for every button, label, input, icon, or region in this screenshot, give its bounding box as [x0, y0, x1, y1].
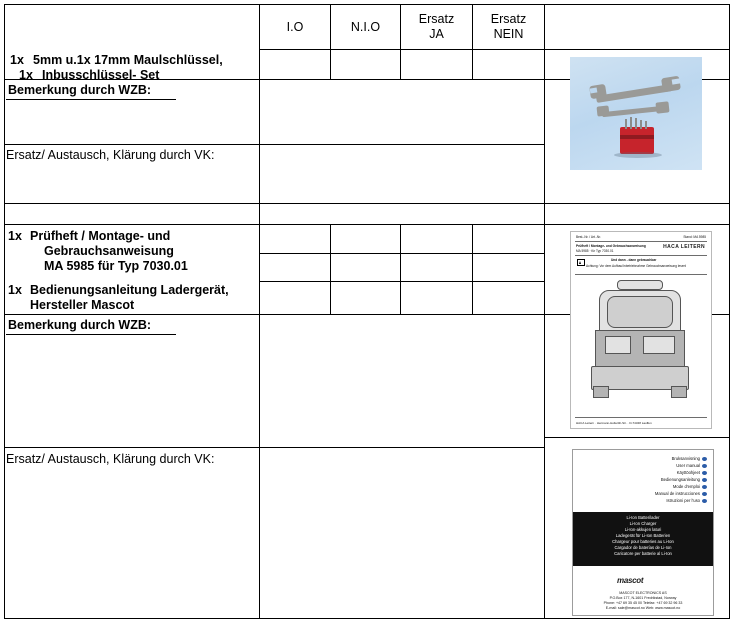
- b2-cell-ersatz-nein-row3[interactable]: [473, 282, 544, 314]
- b1-item-1-qty-label: 1x: [10, 53, 24, 67]
- b1-item-2-text-label: Inbusschlüssel- Set: [42, 68, 160, 82]
- b1-replacement-value[interactable]: [8, 166, 528, 200]
- lang-label-4: Mode d'emploi: [672, 484, 700, 489]
- b2-item-1-line3-label: MA 5985 für Typ 7030.01: [44, 259, 188, 273]
- b1-item-2-text: [42, 68, 159, 83]
- manual-cover-rule-3: [575, 274, 707, 275]
- b1-replacement-label: [6, 148, 214, 163]
- b1-item-2-qty: [19, 68, 33, 83]
- header-col-ersatz-nein: [473, 5, 544, 49]
- banner-line-1: Li-Ion Charger: [629, 521, 657, 526]
- machine-panel: [605, 336, 631, 354]
- machine-foot-right: [671, 386, 687, 398]
- mascot-address-line-0: MASCOT ELECTRONICS AS: [619, 591, 667, 595]
- header-col-ersatz-ja-label: Ersatz: [418, 12, 455, 26]
- hex-key-3: [635, 118, 637, 129]
- charger-title-banner: [573, 512, 713, 566]
- b2-item-1-line2: [44, 244, 174, 259]
- b2-cell-nio-row3[interactable]: [331, 282, 400, 314]
- hex-key-1: [625, 119, 627, 129]
- b2-remark-label-text: Bemerkung durch WZB:: [8, 318, 152, 332]
- manual-cover-notice-text-body: Achtung: Vor dem Aufbau/Inbetriebnahme Gebrauchsanweisung lesen!: [586, 264, 687, 268]
- banner-line-0: Li-Ion Batterilader: [626, 515, 660, 520]
- b2-item-2-line2-label: Hersteller Mascot: [30, 298, 135, 312]
- banner-line-3: Ladegerät für Li-Ion Batterien: [615, 533, 671, 538]
- b2-cell-io-row3[interactable]: [260, 282, 330, 314]
- b1-remark-label-text: Bemerkung durch WZB:: [8, 83, 152, 97]
- hex-key-set-band: [620, 135, 654, 139]
- lang-label-2: Käyttöohjeet: [676, 470, 700, 475]
- b2-cell-nio-row2[interactable]: [331, 254, 400, 281]
- header-col-nio-label: N.I.O: [350, 19, 381, 34]
- header-col-ersatz-ja: [401, 5, 472, 49]
- flag-icon-it: [702, 499, 707, 503]
- machine-foot-left: [593, 386, 609, 398]
- banner-line-4: Chargeur pour batteries au Li-Ion: [612, 539, 674, 544]
- b1-replacement-label-text: Ersatz/ Austausch, Klärung durch VK:: [6, 148, 215, 162]
- manual-cover-notice-headline-text: Und dann - dann gebrauchbar: [611, 258, 657, 262]
- header-col-nio: [331, 5, 400, 49]
- lang-label-3: Bedienungsanleitung: [660, 477, 700, 482]
- b2-cell-nio-row1[interactable]: [331, 225, 400, 253]
- manual-cover-rule-2: [575, 255, 707, 256]
- hex-key-5: [645, 121, 647, 129]
- b2-replacement-label-text: Ersatz/ Austausch, Klärung durch VK:: [6, 452, 215, 466]
- wrench-head-small-right: [655, 101, 669, 113]
- header-col-ersatz-nein-sublabel: NEIN: [493, 27, 524, 41]
- manual-cover-footer-text: HACA Leitern · Hermann-Hollerith-Str. · D-74348 Lauffen: [576, 421, 652, 425]
- manual-cover-brand-text: HACA LEITERN: [663, 244, 705, 250]
- machine-panel-2: [643, 336, 675, 354]
- b2-cell-ersatz-ja-row2[interactable]: [401, 254, 472, 281]
- manual-cover-rule-top: [575, 241, 707, 242]
- hex-key-set-holder: [620, 127, 654, 154]
- b2-cell-ersatz-nein-row2[interactable]: [473, 254, 544, 281]
- lang-line-1: [676, 463, 707, 469]
- flag-icon-es: [702, 492, 707, 496]
- b2-item-2-qty: [8, 283, 22, 298]
- header-col-ersatz-nein-label: Ersatz: [490, 12, 527, 26]
- header-col-ersatz-ja-sublabel: JA: [429, 27, 444, 41]
- b1-remark-bottom-rule: [4, 144, 545, 145]
- lang-line-5: [655, 491, 707, 497]
- b2-item-2-qty-label: 1x: [8, 283, 22, 297]
- mascot-charger-manual-thumbnail: [572, 449, 714, 616]
- b1-remark-label: [8, 83, 151, 98]
- b1-cell-ersatz-nein[interactable]: [473, 50, 544, 79]
- b2-replacement-label: [6, 452, 214, 467]
- b1-item-1-qty: [10, 53, 24, 68]
- b1-cell-ersatz-ja[interactable]: [401, 50, 472, 79]
- b2-cell-ersatz-ja-row1[interactable]: [401, 225, 472, 253]
- lang-line-2: [677, 470, 707, 476]
- banner-line-2: Li-Ion-akkujen laturi: [624, 527, 662, 532]
- b2-item-2-line2: [30, 298, 134, 313]
- flag-icon-fr: [702, 485, 707, 489]
- lang-label-1: User manual: [676, 463, 700, 468]
- b2-item-1-qty-label: 1x: [8, 229, 22, 243]
- machine-drum: [607, 296, 673, 328]
- b2-cell-ersatz-ja-row3[interactable]: [401, 282, 472, 314]
- manual-cover-thumbnail: [570, 231, 712, 429]
- wrench-head-small-left: [597, 105, 610, 116]
- manual-cover-brand: [663, 244, 705, 250]
- lang-line-4: [673, 484, 707, 490]
- b2-item-1-text: [30, 229, 170, 244]
- mascot-address-line-1: P.O.Box 177, N-1601 Fredrikstad, Norway: [609, 596, 677, 600]
- b1-replacement-bottom-rule: [4, 203, 730, 204]
- header-col-io-label: I.O: [286, 19, 304, 34]
- banner-line-6: Caricatore per batterie al Li-Ion: [614, 551, 672, 556]
- mascot-address-line-2: Phone: +47 69 35 45 00 Telefax: +47 69 32 96 33: [603, 601, 683, 605]
- hex-key-shadow: [614, 152, 662, 158]
- b2-item-1-qty: [8, 229, 22, 244]
- lang-label-0: Bruksanvisning: [671, 456, 700, 461]
- b2-item-1-line3: [44, 259, 188, 274]
- flag-icon-de: [702, 478, 707, 482]
- manual-cover-footer: [576, 421, 652, 425]
- b1-remark-underline: [6, 99, 176, 100]
- b2-item-1-line2-label: Gebrauchsanweisung: [44, 244, 174, 258]
- lang-label-6: Istruzioni per l'uso: [666, 498, 700, 503]
- b1-cell-nio[interactable]: [331, 50, 400, 79]
- lang-line-3: [661, 477, 707, 483]
- b2-cell-io-row1[interactable]: [260, 225, 330, 253]
- mascot-logo: [617, 576, 643, 585]
- manual-cover-subtitle: MA 5985 · für Typ 7030.01: [576, 249, 614, 253]
- b2-remark-underline: [6, 334, 176, 335]
- b2-image-split-rule: [545, 437, 730, 438]
- b1-item-1-text-label: 5mm u.1x 17mm Maulschlüssel,: [33, 53, 223, 67]
- b2-remark-label: [8, 318, 151, 333]
- wrench-shaft-large: [596, 84, 672, 103]
- manual-cover-docnum: Best.-Nr. / Art.-Nr.: [576, 235, 601, 239]
- b1-remark-value[interactable]: [8, 102, 528, 140]
- hex-key-4: [640, 120, 642, 129]
- manual-cover-notice-headline: [611, 258, 656, 262]
- wrench-and-hex-key-photo: [570, 57, 702, 170]
- manual-cover-title-text: Prüfheft / Montage- und Gebrauchsanweisung: [576, 244, 646, 248]
- column-divider-ersatz-nein: [544, 4, 545, 619]
- b1-item-1-text: [33, 53, 223, 68]
- lang-line-0: [672, 456, 707, 462]
- manual-cover-notice-text: [586, 264, 706, 268]
- b2-item-2-text: [30, 283, 229, 298]
- banner-line-5: Cargador de baterías de Li-Ion: [614, 545, 672, 550]
- b1-cell-io[interactable]: [260, 50, 330, 79]
- b2-cell-io-row2[interactable]: [260, 254, 330, 281]
- flag-icon-gb: [702, 464, 707, 468]
- machine-handle: [617, 280, 663, 290]
- lang-line-6: [666, 498, 707, 504]
- manual-cover-subtitle-text: MA 5985: [576, 249, 589, 253]
- lang-label-5: Manual de instrucciones: [654, 491, 700, 496]
- b2-cell-ersatz-nein-row1[interactable]: [473, 225, 544, 253]
- manual-cover-title: [576, 244, 646, 248]
- b2-replacement-value[interactable]: [8, 470, 528, 610]
- b2-remark-bottom-rule: [4, 447, 545, 448]
- b2-item-1-text-label: Prüfheft / Montage- und: [30, 229, 171, 243]
- mascot-logo-text: mascot: [617, 576, 644, 585]
- flag-icon-fi: [702, 471, 707, 475]
- b1-item-2-qty-label: 1x: [19, 68, 33, 82]
- manual-cover-docnum-right: Stand: MA 5985: [683, 235, 706, 239]
- warning-triangle-icon: [577, 259, 585, 266]
- flag-icon-no: [702, 457, 707, 461]
- manual-cover-rule-bottom: [575, 417, 707, 418]
- header-col-io: [260, 5, 330, 49]
- mascot-address-line-3: E-mail: sale@mascot.no Web: www.mascot.no: [605, 606, 681, 610]
- hex-key-2: [630, 117, 632, 129]
- b2-item-2-text-label: Bedienungsanleitung Ladergerät,: [30, 283, 229, 297]
- b2-remark-value[interactable]: [8, 338, 528, 442]
- wrench-shaft-small: [602, 106, 664, 117]
